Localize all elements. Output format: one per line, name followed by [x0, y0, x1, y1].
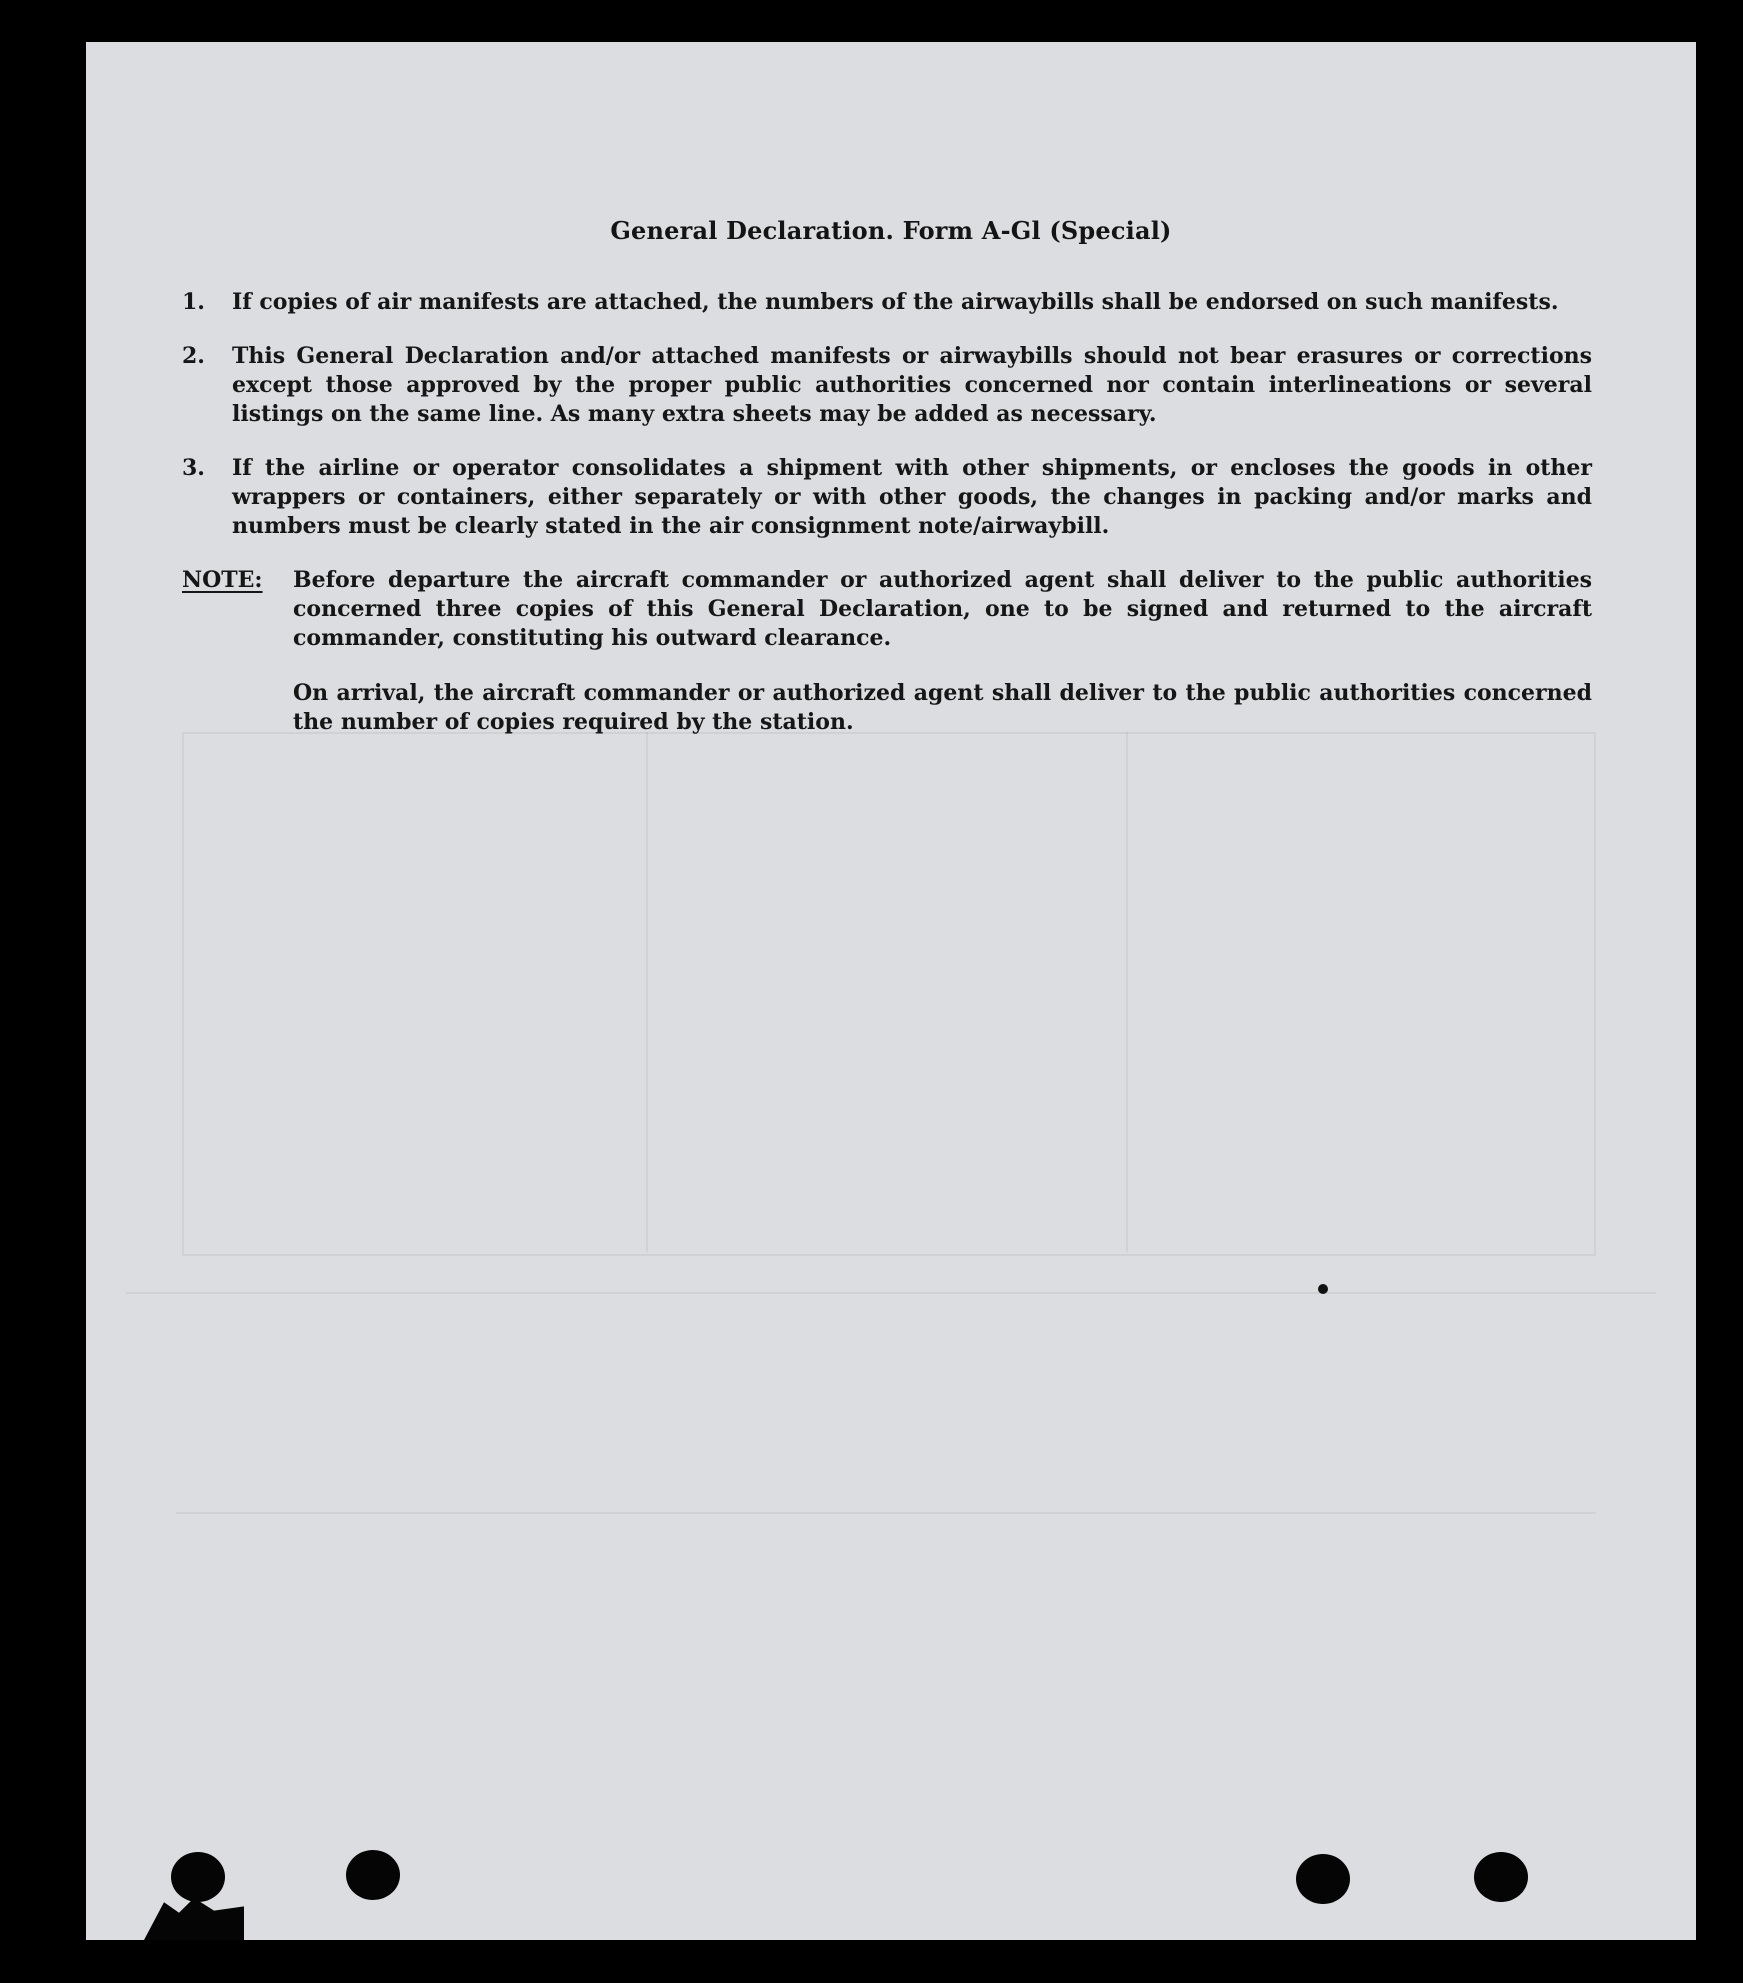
note-label: NOTE:: [182, 567, 263, 593]
instruction-item-3: [182, 454, 1592, 541]
instruction-item-1: [182, 288, 1592, 317]
document-page: [86, 42, 1696, 1940]
note-paragraph: Before departure the aircraft commander or authorized agent shall deliver to the public authorities concerned three copies of this General Declaration, one to be signed and returned to the aircraft commander, constituting his outward clearance.: [293, 567, 1592, 651]
item-number: 2.: [182, 343, 205, 369]
punch-hole: [1296, 1854, 1350, 1904]
item-text: This General Declaration and/or attached manifests or airwaybills should not bear erasures or corrections except those approved by the proper public authorities concerned nor contain interlineations or several listings on the same line. As many extra sheets may be added as necessary.: [232, 343, 1592, 427]
instruction-item-2: [182, 342, 1592, 429]
ink-speck: [1318, 1284, 1328, 1294]
declaration-content: [86, 42, 1696, 1940]
punch-hole: [346, 1850, 400, 1900]
document-title: General Declaration. Form A-Gl (Special): [610, 216, 1172, 245]
item-text: If copies of air manifests are attached, the numbers of the airwaybills shall be endorsed on such manifests.: [232, 289, 1559, 315]
item-text: If the airline or operator consolidates a shipment with other shipments, or encloses the goods in other wrappers or containers, either separately or with other goods, the changes in packing and/or marks and numbers must be clearly stated in the air consignment note/airwaybill.: [232, 455, 1592, 539]
punch-hole: [1474, 1852, 1528, 1902]
note-paragraph: On arrival, the aircraft commander or authorized agent shall deliver to the public authorities concerned the number of copies required by the station.: [293, 680, 1592, 735]
item-number: 1.: [182, 289, 205, 315]
punch-hole: [171, 1852, 225, 1902]
item-number: 3.: [182, 455, 205, 481]
